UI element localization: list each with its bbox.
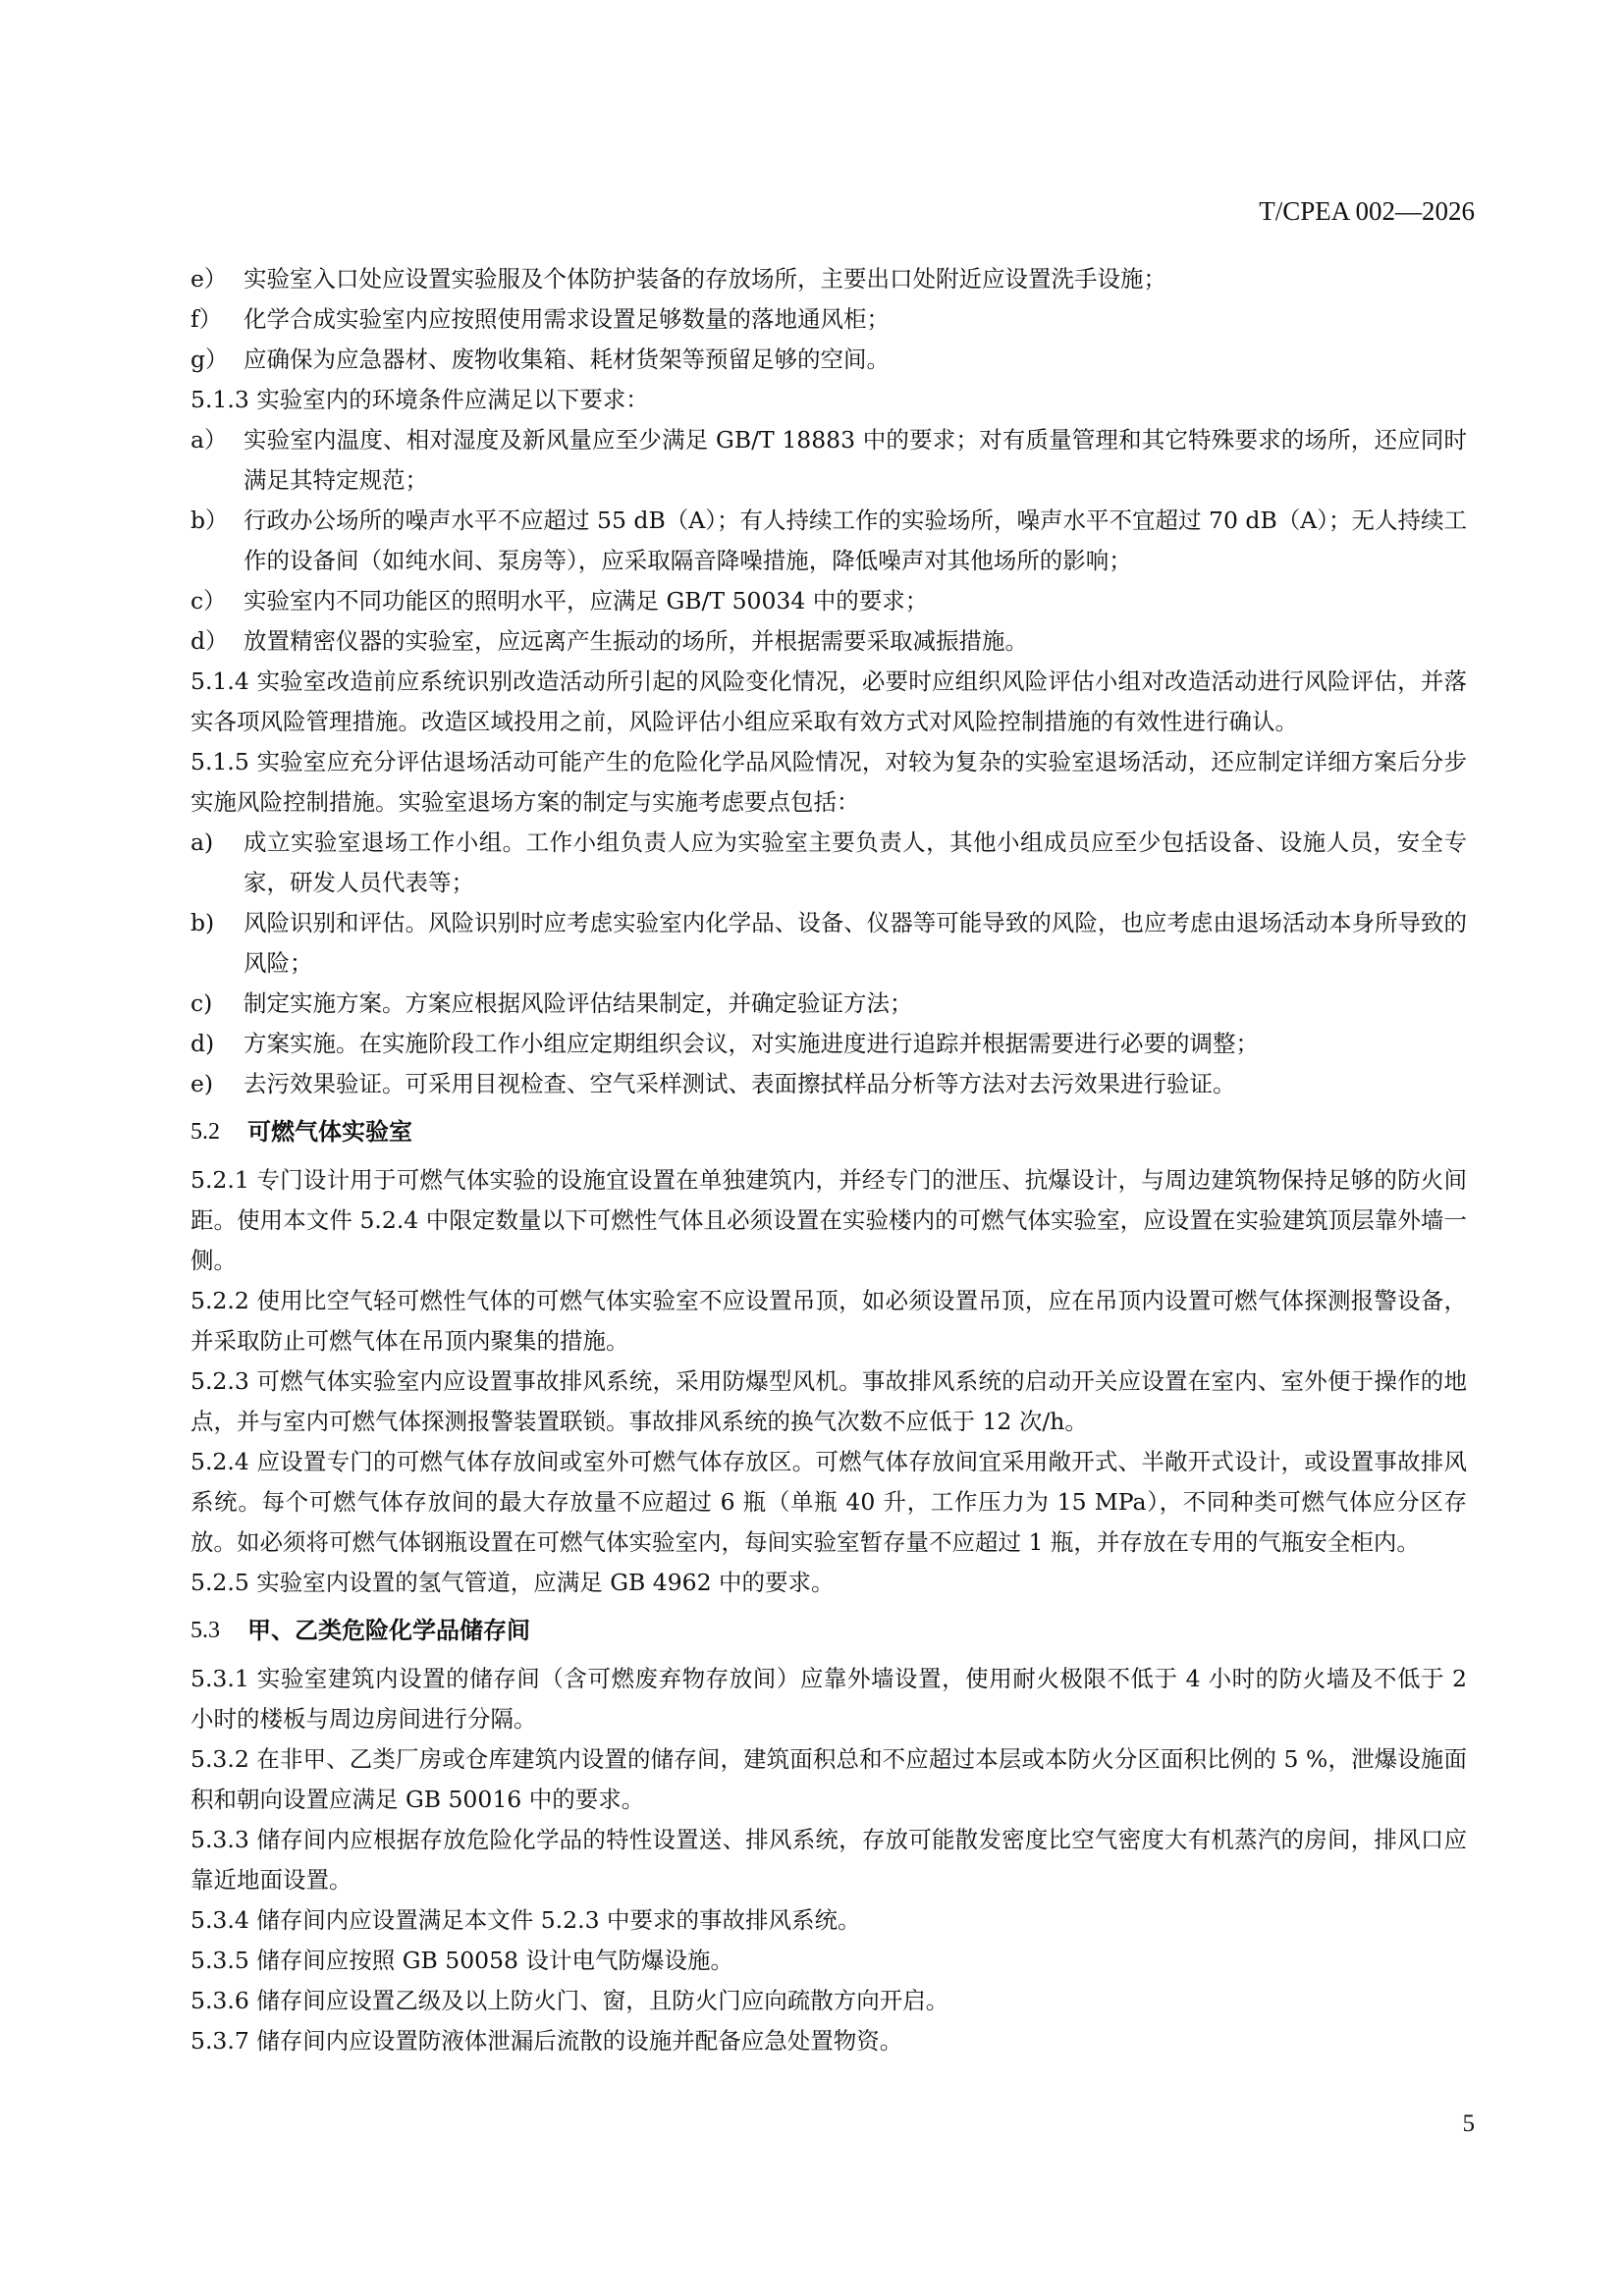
clause-5-3-1: 5.3.1 实验室建筑内设置的储存间（含可燃废弃物存放间）应靠外墙设置，使用耐火极限不低于 4 小时的防火墙及不低于 2 小时的楼板与周边房间进行分隔。 — [190, 1665, 1467, 1733]
list-label: b) — [190, 909, 215, 936]
list-label: g） — [190, 346, 229, 373]
clause-5-2-4: 5.2.4 应设置专门的可燃气体存放间或室外可燃气体存放区。可燃气体存放间宜采用敞开式、半敞开式设计，或设置事故排风系统。每个可燃气体存放间的最大存放量不应超过 6 瓶（单瓶 40 升，工作压力为 15 MPa），不同种类可燃气体应分区存放。如必须将可燃气体钢瓶设置在可燃气体实验室内，每间实验室暂存量不应超过 1 瓶，并存放在专用的气瓶安全柜内。 — [190, 1448, 1467, 1556]
list-text: 实验室内不同功能区的照明水平，应满足 GB/T 50034 中的要求； — [244, 587, 929, 614]
clause-5-2-5: 5.2.5 实验室内设置的氢气管道，应满足 GB 4962 中的要求。 — [190, 1569, 835, 1596]
list-item — [190, 903, 1467, 984]
section-heading-5-2 — [190, 1112, 1467, 1152]
clause-5-3-6: 5.3.6 储存间应设置乙级及以上防火门、窗，且防火门应向疏散方向开启。 — [190, 1987, 949, 2014]
list-label: e) — [190, 1070, 214, 1097]
document-body — [190, 259, 1467, 2061]
clause-5-1-4: 5.1.4 实验室改造前应系统识别改造活动所引起的风险变化情况，必要时应组织风险评估小组对改造活动进行风险评估，并落实各项风险管理措施。改造区域投用之前，风险评估小组应采取有效方式对风险控制措施的有效性进行确认。 — [190, 667, 1467, 735]
list-text: 去污效果验证。可采用目视检查、空气采样测试、表面擦拭样品分析等方法对去污效果进行验证。 — [244, 1070, 1236, 1097]
clause-5-3-5: 5.3.5 储存间应按照 GB 50058 设计电气防爆设施。 — [190, 1947, 733, 1974]
list-item — [190, 299, 1467, 340]
list-label: a) — [190, 828, 214, 856]
list-item — [190, 501, 1467, 581]
clause-5-3-7: 5.3.7 储存间内应设置防液体泄漏后流散的设施并配备应急处置物资。 — [190, 2027, 903, 2055]
list-label: d） — [190, 627, 229, 655]
list-label: b） — [190, 507, 229, 534]
list-item — [190, 340, 1467, 380]
page-number: 5 — [1462, 2110, 1475, 2137]
list-text: 实验室入口处应设置实验服及个体防护装备的存放场所，主要出口处附近应设置洗手设施； — [244, 265, 1166, 293]
list-item — [190, 259, 1467, 299]
list-text: 放置精密仪器的实验室，应远离产生振动的场所，并根据需要采取减振措施。 — [244, 627, 1028, 655]
list-item — [190, 1024, 1467, 1064]
list-text: 方案实施。在实施阶段工作小组应定期组织会议，对实施进度进行追踪并根据需要进行必要的调整； — [244, 1030, 1259, 1057]
list-label: f） — [190, 305, 223, 333]
list-label: c） — [190, 587, 227, 614]
list-item — [190, 420, 1467, 501]
section-number: 5.2 — [190, 1119, 220, 1145]
list-text: 制定实施方案。方案应根据风险评估结果制定，并确定验证方法； — [244, 989, 913, 1017]
list-text: 化学合成实验室内应按照使用需求设置足够数量的落地通风柜； — [244, 305, 890, 333]
list-text: 风险识别和评估。风险识别时应考虑实验室内化学品、设备、仪器等可能导致的风险，也应考虑由退场活动本身所导致的风险； — [244, 909, 1467, 977]
section-title: 甲、乙类危险化学品储存间 — [247, 1617, 530, 1644]
clause-5-2-2: 5.2.2 使用比空气轻可燃性气体的可燃气体实验室不应设置吊顶，如必须设置吊顶，应在吊顶内设置可燃气体探测报警设备，并采取防止可燃气体在吊顶内聚集的措施。 — [190, 1287, 1467, 1355]
list-label: e） — [190, 265, 228, 293]
list-item — [190, 984, 1467, 1024]
list-item — [190, 823, 1467, 903]
list-text: 行政办公场所的噪声水平不应超过 55 dB（A）；有人持续工作的实验场所，噪声水平不宜超过 70 dB（A）；无人持续工作的设备间（如纯水间、泵房等），应采取隔音降噪措施，降低噪声对其他场所的影响； — [244, 507, 1467, 574]
section-number: 5.3 — [190, 1618, 220, 1643]
clause-5-1-3: 5.1.3 实验室内的环境条件应满足以下要求： — [190, 386, 649, 413]
clause-5-1-5: 5.1.5 实验室应充分评估退场活动可能产生的危险化学品风险情况，对较为复杂的实验室退场活动，还应制定详细方案后分步实施风险控制措施。实验室退场方案的制定与实施考虑要点包括： — [190, 748, 1467, 816]
section-title: 可燃气体实验室 — [247, 1118, 412, 1146]
document-id-header: T/CPEA 002—2026 — [1259, 196, 1475, 226]
list-text: 实验室内温度、相对湿度及新风量应至少满足 GB/T 18883 中的要求；对有质量管理和其它特殊要求的场所，还应同时满足其特定规范； — [244, 426, 1467, 494]
list-label: c) — [190, 989, 213, 1017]
list-label: a） — [190, 426, 228, 454]
list-label: d) — [190, 1030, 215, 1057]
clause-5-3-4: 5.3.4 储存间内应设置满足本文件 5.2.3 中要求的事故排风系统。 — [190, 1906, 861, 1934]
clause-5-3-3: 5.3.3 储存间内应根据存放危险化学品的特性设置送、排风系统，存放可能散发密度比空气密度大有机蒸汽的房间，排风口应靠近地面设置。 — [190, 1826, 1467, 1894]
section-heading-5-3 — [190, 1611, 1467, 1651]
list-text: 应确保为应急器材、废物收集箱、耗材货架等预留足够的空间。 — [244, 346, 890, 373]
list-item — [190, 621, 1467, 662]
clause-5-2-3: 5.2.3 可燃气体实验室内应设置事故排风系统，采用防爆型风机。事故排风系统的启动开关应设置在室内、室外便于操作的地点，并与室内可燃气体探测报警装置联锁。事故排风系统的换气次数不应低于 12 次/h。 — [190, 1367, 1467, 1435]
list-item — [190, 581, 1467, 621]
list-text: 成立实验室退场工作小组。工作小组负责人应为实验室主要负责人，其他小组成员应至少包括设备、设施人员，安全专家，研发人员代表等； — [244, 828, 1467, 896]
list-item — [190, 1064, 1467, 1104]
clause-5-3-2: 5.3.2 在非甲、乙类厂房或仓库建筑内设置的储存间，建筑面积总和不应超过本层或本防火分区面积比例的 5 %，泄爆设施面积和朝向设置应满足 GB 50016 中的要求。 — [190, 1745, 1467, 1813]
clause-5-2-1: 5.2.1 专门设计用于可燃气体实验的设施宜设置在单独建筑内，并经专门的泄压、抗爆设计，与周边建筑物保持足够的防火间距。使用本文件 5.2.4 中限定数量以下可燃性气体且必须设置在实验楼内的可燃气体实验室，应设置在实验建筑顶层靠外墙一侧。 — [190, 1166, 1467, 1274]
